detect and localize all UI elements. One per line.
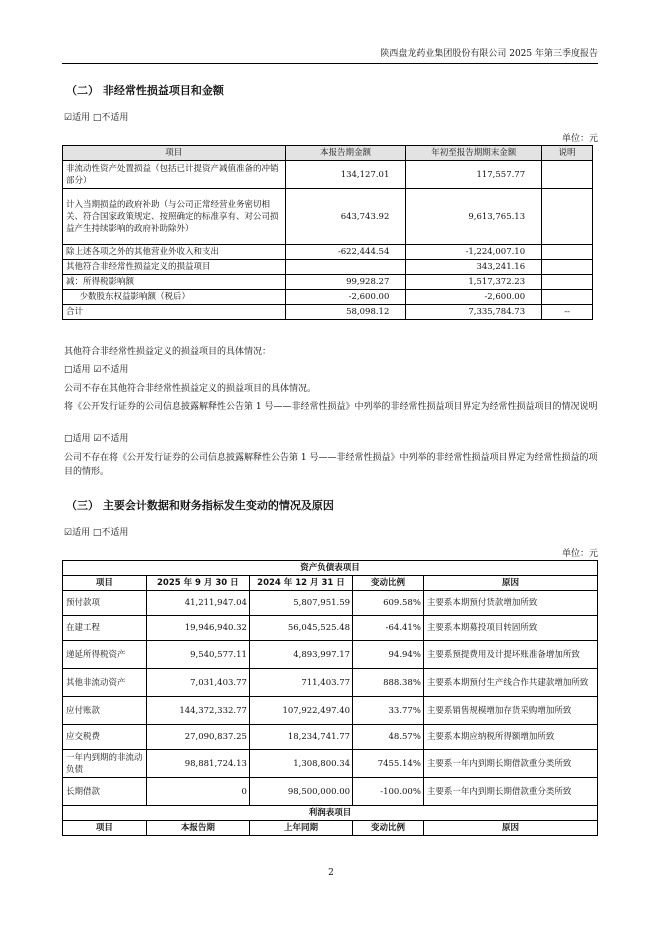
reason-cell: 主要系本期应纳税所得额增加所致 — [423, 725, 597, 750]
table-row — [63, 245, 593, 260]
current-cell: 134,127.01 — [285, 161, 406, 189]
current-cell: 99,928.27 — [285, 275, 406, 290]
page-number: 2 — [328, 868, 334, 878]
ytd-cell: 1,517,372.23 — [406, 275, 542, 290]
col-header: 本报告期金额 — [285, 146, 406, 161]
value-cell: 144,372,332.77 — [146, 697, 249, 725]
value-cell: 0 — [146, 778, 249, 806]
reclass-heading: 将《公开发行证券的公司信息披露解释性公告第 1 号——非经常性损益》中列举的非经常性损益项目界定为经常性损益项目的情况说明 — [64, 402, 598, 412]
value-cell: 41,211,947.04 — [146, 591, 249, 616]
ytd-cell: 7,335,784.73 — [406, 305, 542, 320]
reclass-text: 公司不存在将《公开发行证券的公司信息披露解释性公告第 1 号——非经常性损益》中列举的非经常性损益项目界定为经常性损益的项目的情形。 — [64, 453, 598, 477]
nonrecurring-table — [62, 145, 593, 320]
current-cell: 58,098.12 — [285, 305, 406, 320]
item-cell: 一年内到期的非流动负债 — [63, 750, 147, 778]
ytd-cell: 9,613,765.13 — [406, 189, 542, 245]
table-row — [63, 750, 598, 778]
col-header: 原因 — [423, 576, 597, 591]
table-header-row — [63, 821, 598, 836]
reason-cell: 主要系一年内到期长期借款重分类所致 — [423, 778, 597, 806]
pct-cell: -100.00% — [353, 778, 424, 806]
change-table — [62, 560, 598, 836]
table-row — [63, 275, 593, 290]
table-row — [63, 669, 598, 697]
section2-applicable: ☑适用 □不适用 — [64, 113, 129, 123]
other-applicable: □适用 ☑不适用 — [64, 365, 129, 375]
note-cell — [542, 189, 593, 245]
reason-cell: 主要系一年内到期长期借款重分类所致 — [423, 750, 597, 778]
col-header: 年初至报告期期末金额 — [406, 146, 542, 161]
pct-cell: 33.77% — [353, 697, 424, 725]
col-header: 变动比例 — [353, 576, 424, 591]
note-cell — [542, 161, 593, 189]
note-cell — [542, 275, 593, 290]
table-row — [63, 161, 593, 189]
other-text: 公司不存在其他符合非经常性损益定义的损益项目的具体情况。 — [64, 384, 317, 394]
item-cell: 合计 — [63, 305, 286, 320]
col-header: 变动比例 — [353, 821, 424, 836]
reason-cell: 主要系本期预付货款增加所致 — [423, 591, 597, 616]
item-cell: 减：所得税影响额 — [63, 275, 286, 290]
value-cell: 27,090,837.25 — [146, 725, 249, 750]
section3-applicable: ☑适用 □不适用 — [64, 528, 129, 538]
table-row — [63, 189, 593, 245]
reason-cell: 主要系预提费用及计提坏账准备增加所致 — [423, 641, 597, 669]
table-row — [63, 260, 593, 275]
table-row — [63, 778, 598, 806]
item-cell: 少数股东权益影响额（税后） — [63, 290, 286, 305]
col-header: 本报告期 — [146, 821, 249, 836]
value-cell: 107,922,497.40 — [249, 697, 352, 725]
pct-cell: -64.41% — [353, 616, 424, 641]
section3-unit: 单位：元 — [561, 549, 598, 559]
value-cell: 7,031,403.77 — [146, 669, 249, 697]
reason-cell: 主要系本期预付生产线合作共建款增加所致 — [423, 669, 597, 697]
item-cell: 其他符合非经常性损益定义的损益项目 — [63, 260, 286, 275]
current-cell: -622,444.54 — [285, 245, 406, 260]
current-cell: 643,743.92 — [285, 189, 406, 245]
item-cell: 长期借款 — [63, 778, 147, 806]
reason-cell: 主要系本期募投项目转固所致 — [423, 616, 597, 641]
value-cell: 98,881,724.13 — [146, 750, 249, 778]
value-cell: 4,893,997.17 — [249, 641, 352, 669]
table-row — [63, 290, 593, 305]
item-cell: 其他非流动资产 — [63, 669, 147, 697]
section3-title: （三） 主要会计数据和财务指标发生变动的情况及原因 — [66, 499, 334, 512]
table-row — [63, 591, 598, 616]
ytd-cell: 343,241.16 — [406, 260, 542, 275]
value-cell: 19,946,940.32 — [146, 616, 249, 641]
pct-cell: 94.94% — [353, 641, 424, 669]
item-cell: 在建工程 — [63, 616, 147, 641]
col-header: 2024 年 12 月 31 日 — [249, 576, 352, 591]
col-header: 2025 年 9 月 30 日 — [146, 576, 249, 591]
item-cell: 非流动性资产处置损益（包括已计提资产减值准备的冲销部分） — [63, 161, 286, 189]
other-heading: 其他符合非经常性损益定义的损益项目的具体情况： — [64, 347, 272, 357]
reason-cell: 主要系销售规模增加存货采购增加所致 — [423, 697, 597, 725]
value-cell: 56,045,525.48 — [249, 616, 352, 641]
value-cell: 1,308,800.34 — [249, 750, 352, 778]
pct-cell: 7455.14% — [353, 750, 424, 778]
table-row — [63, 641, 598, 669]
section2-unit: 单位：元 — [561, 134, 598, 144]
reclass-applicable: □适用 ☑不适用 — [64, 434, 129, 444]
item-cell: 递延所得税资产 — [63, 641, 147, 669]
item-cell: 预付款项 — [63, 591, 147, 616]
note-cell — [542, 290, 593, 305]
band-row — [63, 561, 598, 576]
table-row — [63, 616, 598, 641]
table-row — [63, 697, 598, 725]
income-statement-title: 利润表项目 — [63, 806, 598, 821]
table-header-row — [63, 146, 593, 161]
value-cell: 711,403.77 — [249, 669, 352, 697]
value-cell: 98,500,000.00 — [249, 778, 352, 806]
current-cell — [285, 260, 406, 275]
table-row-total — [63, 305, 593, 320]
section2-title: （二） 非经常性损益项目和金额 — [66, 84, 224, 97]
table-header-row — [63, 576, 598, 591]
note-cell — [542, 245, 593, 260]
col-header: 上年同期 — [249, 821, 352, 836]
pct-cell: 888.38% — [353, 669, 424, 697]
col-header: 项目 — [63, 146, 286, 161]
col-header: 说明 — [542, 146, 593, 161]
header-rule — [62, 63, 598, 64]
item-cell: 应交税费 — [63, 725, 147, 750]
current-cell: -2,600.00 — [285, 290, 406, 305]
item-cell: 应付账款 — [63, 697, 147, 725]
col-header: 项目 — [63, 576, 147, 591]
page-header: 陕西盘龙药业集团股份有限公司 2025 年第三季度报告 — [380, 49, 598, 59]
note-cell: -- — [542, 305, 593, 320]
ytd-cell: -2,600.00 — [406, 290, 542, 305]
ytd-cell: -1,224,007.10 — [406, 245, 542, 260]
band-row — [63, 806, 598, 821]
value-cell: 5,807,951.59 — [249, 591, 352, 616]
note-cell — [542, 260, 593, 275]
col-header: 项目 — [63, 821, 147, 836]
item-cell: 计入当期损益的政府补助（与公司正常经营业务密切相关、符合国家政策规定、按照确定的标准享有、对公司损益产生持续影响的政府补助除外） — [63, 189, 286, 245]
balance-sheet-title: 资产负债表项目 — [63, 561, 598, 576]
value-cell: 18,234,741.77 — [249, 725, 352, 750]
item-cell: 除上述各项之外的其他营业外收入和支出 — [63, 245, 286, 260]
col-header: 原因 — [423, 821, 597, 836]
value-cell: 9,540,577.11 — [146, 641, 249, 669]
ytd-cell: 117,557.77 — [406, 161, 542, 189]
pct-cell: 609.58% — [353, 591, 424, 616]
pct-cell: 48.57% — [353, 725, 424, 750]
table-row — [63, 725, 598, 750]
